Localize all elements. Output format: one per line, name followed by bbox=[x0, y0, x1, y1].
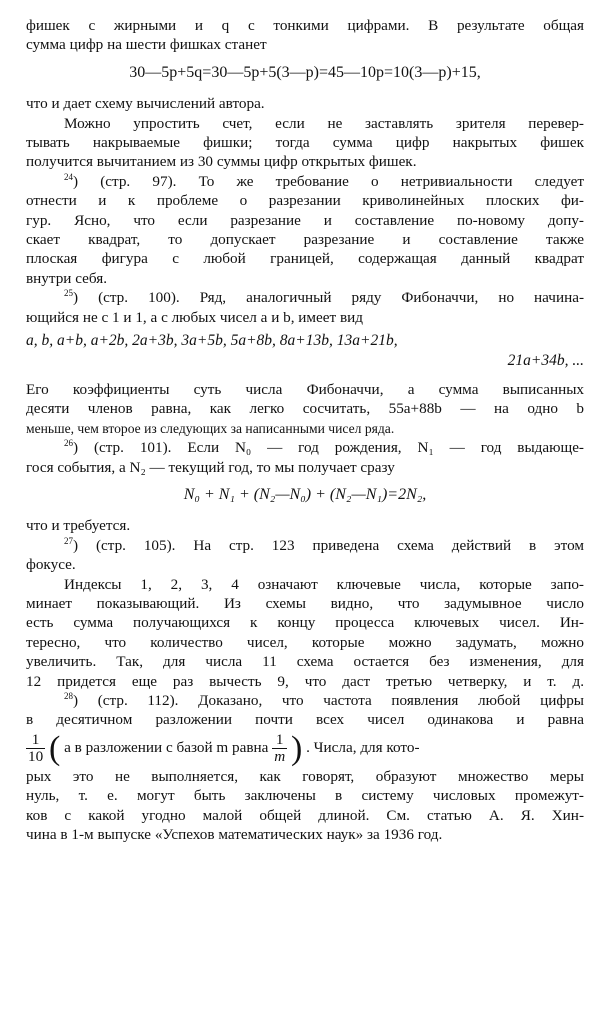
sequence-line: a, b, a+b, a+2b, 2a+3b, 3a+5b, 5a+8b, 8a+13b, 13a+21b, bbox=[26, 332, 398, 350]
text-line: что и требуется. bbox=[26, 517, 131, 535]
text-line: нуль, т. е. могут быть заключены в систему числовых промежут- bbox=[26, 787, 584, 805]
note-28 bbox=[26, 691, 584, 710]
text-line: увеличить. Так, для числа 11 схема остается без изменения, для bbox=[26, 653, 584, 671]
fraction-line bbox=[26, 729, 584, 767]
text-line: меньше, чем второе из следующих за написанными чисел ряда. bbox=[26, 420, 395, 436]
text-line: ющийся не с 1 и 1, а с любых чисел a и b, имеет вид bbox=[26, 308, 363, 326]
text-line: ков с какой угодно малой общей длиной. См. статью А. Я. Хин- bbox=[26, 806, 584, 824]
sequence-line: 21a+34b, ... bbox=[507, 351, 584, 369]
note-27 bbox=[26, 536, 584, 555]
fraction: $\frac{1}{10}$ bbox=[28, 730, 44, 765]
text-line: Индексы 1, 2, 3, 4 означают ключевые числа, которые запо- bbox=[64, 575, 584, 593]
text-line: ) (стр. 112). Доказано, что частота появления любой цифры bbox=[73, 692, 584, 709]
text-line: получится вычитанием из 30 суммы цифр открытых фишек. bbox=[26, 153, 417, 171]
text-line: Можно упростить счет, если не заставлять зрителя перевер- bbox=[64, 114, 584, 132]
text-line: есть сумма получающихся к концу процесса ключевых чисел. Ин- bbox=[26, 614, 584, 632]
note-24 bbox=[26, 172, 584, 191]
formula: N₀ + N₁ + (N₂—N₀) + (N₂—N₁)=2N₂, bbox=[183, 485, 427, 503]
text-line: Его коэффициенты суть числа Фибоначчи, а сумма выписанных bbox=[26, 380, 584, 398]
text-line: десяти членов равна, как легко сосчитать, 55a+88b — на одно b bbox=[26, 400, 584, 418]
text-line: тересно, что количество чисел, которые можно задумать, можно bbox=[26, 633, 584, 651]
book-page bbox=[26, 16, 584, 844]
note-26 bbox=[26, 438, 584, 457]
text-line: а в разложении с базой m равна bbox=[64, 738, 269, 756]
text-line: ) (стр. 105). На стр. 123 приведена схема действий в этом bbox=[73, 536, 584, 554]
note-number: 25 bbox=[64, 288, 73, 299]
text-line: 12 придется еще раз вычесть 9, что даст третью четверку, и т. д. bbox=[26, 672, 584, 690]
text-line: ) (стр. 101). Если N₀ — год рождения, N₁ — год выдающе- bbox=[73, 439, 584, 457]
text-line: фишек с жирными и q с тонкими цифрами. В результате общая bbox=[26, 17, 584, 34]
fraction: $\frac{1}{m}$ bbox=[274, 730, 286, 765]
note-number: 24 bbox=[64, 171, 73, 182]
text-line: тывать накрываемые фишки; тогда сумма цифр накрытых фишек bbox=[26, 134, 584, 152]
text-line: плоская фигура с любой границей, содержащая данный квадрат bbox=[26, 250, 584, 268]
text-line: сумма цифр на шести фишках станет bbox=[26, 36, 267, 54]
left-paren: ( bbox=[48, 729, 61, 767]
note-number: 26 bbox=[64, 438, 73, 449]
text-line: отнести и к проблеме о разрезании криволинейных плоских фи- bbox=[26, 192, 584, 210]
text-line: . Числа, для кото- bbox=[306, 738, 420, 756]
text-line: внутри себя. bbox=[26, 269, 108, 287]
text-line: скает квадрат, то допускает разрезание и составление также bbox=[26, 231, 584, 249]
text-line: ) (стр. 100). Ряд, аналогичный ряду Фибоначчи, но начина- bbox=[73, 289, 584, 307]
text-line: гур. Ясно, что если разрезание и составление по-новому допу- bbox=[26, 211, 584, 229]
text-line: чина в 1-м выпуске «Успехов математических наук» за 1936 год. bbox=[26, 826, 443, 844]
note-number: 28 bbox=[64, 690, 73, 701]
text-line: фокусе. bbox=[26, 556, 76, 574]
text-line: в десятичном разложении почти всех чисел одинакова и равна bbox=[26, 711, 584, 729]
text-line: что и дает схему вычислений автора. bbox=[26, 95, 265, 113]
text-line: ) (стр. 97). То же требование о нетривиальности следует bbox=[73, 172, 584, 190]
text-line: гося события, а N₂ — текущий год, то мы получает сразу bbox=[26, 458, 395, 476]
formula: 30—5p+5q=30—5p+5(3—p)=45—10p=10(3—p)+15, bbox=[129, 63, 481, 81]
note-number: 27 bbox=[64, 535, 73, 546]
text-line: минает показывающий. Из схемы видно, что задумывное число bbox=[26, 594, 584, 612]
text-line: рых это не выполняется, как говорят, образуют множество меры bbox=[26, 767, 584, 785]
right-paren: ) bbox=[290, 729, 303, 767]
note-25 bbox=[26, 288, 584, 307]
